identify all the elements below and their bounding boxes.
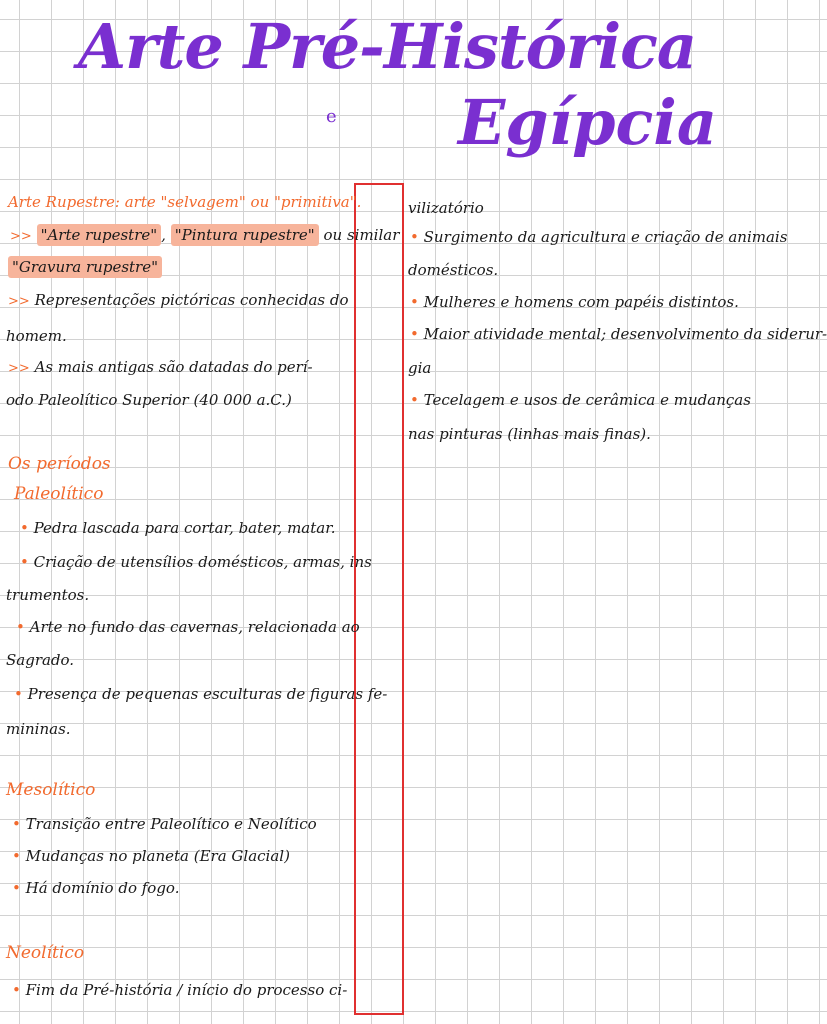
highlight-term-arte-rupestre: "Arte rupestre" <box>37 224 162 246</box>
red-margin-box <box>354 183 404 1015</box>
representations-text-1: Representações pictóricas conhecidas do <box>34 291 349 309</box>
continuation-text: vilizatório <box>408 199 484 217</box>
title-conjunction: e <box>326 106 337 127</box>
list-item-continuation: mininas. <box>6 720 71 738</box>
list-item <box>410 292 739 312</box>
intro-text: Arte Rupestre: arte "selvagem" ou "primitiva". <box>8 193 362 211</box>
representations-text-2: homem. <box>6 327 67 345</box>
highlight-term-pintura-rupestre: "Pintura rupestre" <box>171 224 319 246</box>
list-item-continuation: Sagrado. <box>6 651 75 669</box>
bullet-icon: • <box>12 847 21 865</box>
or-similar-text: ou similar <box>323 226 400 244</box>
bullet-icon: • <box>16 618 25 636</box>
intro-line <box>8 192 361 212</box>
list-item <box>16 617 360 637</box>
arrow-marker: >> <box>10 229 32 244</box>
page-subtitle: Egípcia <box>458 86 717 159</box>
list-item-text: Há domínio do fogo. <box>25 879 180 897</box>
list-item-text: Presença de pequenas esculturas de figuras fe- <box>27 685 388 703</box>
periods-heading: Os períodos <box>8 454 111 474</box>
terms-line-1 <box>10 225 399 247</box>
separator: , <box>161 226 166 244</box>
ancient-line-1 <box>8 357 313 379</box>
representations-line-2 <box>6 326 67 346</box>
bullet-icon: • <box>14 685 23 703</box>
ancient-text-2: odo Paleolítico Superior (40 000 a.C.) <box>6 391 292 409</box>
list-item <box>12 980 347 1000</box>
list-item-text: Mulheres e homens com papéis distintos. <box>423 293 739 311</box>
representations-line-1 <box>8 290 349 312</box>
arrow-marker: >> <box>8 294 30 309</box>
ancient-line-2 <box>6 390 292 410</box>
mesolitico-heading: Mesolítico <box>6 780 96 800</box>
list-item-text: Criação de utensílios domésticos, armas, ins <box>33 553 372 571</box>
page-title: Arte Pré-Histórica <box>78 10 697 83</box>
list-item <box>410 227 787 247</box>
list-item-text: Surgimento da agricultura e criação de animais <box>423 228 788 246</box>
list-item <box>20 552 372 572</box>
bullet-icon: • <box>20 553 29 571</box>
bullet-icon: • <box>410 228 419 246</box>
bullet-icon: • <box>410 391 419 409</box>
neolitico-heading: Neolítico <box>6 943 85 963</box>
bullet-icon: • <box>410 293 419 311</box>
list-item-text: Tecelagem e usos de cerâmica e mudanças <box>423 391 751 409</box>
list-item <box>14 684 387 704</box>
list-item <box>410 324 827 344</box>
list-item <box>20 518 336 538</box>
list-item-text: Mudanças no planeta (Era Glacial) <box>25 847 290 865</box>
list-item <box>12 846 290 866</box>
bullet-icon: • <box>12 815 21 833</box>
highlight-term-gravura-rupestre: "Gravura rupestre" <box>8 256 162 278</box>
list-item-text: Arte no fundo das cavernas, relacionada ao <box>29 618 360 636</box>
list-item <box>12 814 317 834</box>
terms-line-2 <box>8 257 162 277</box>
paleolitico-heading: Paleolítico <box>14 484 104 504</box>
list-item-continuation: domésticos. <box>408 261 499 279</box>
bullet-icon: • <box>410 325 419 343</box>
list-item-continuation: gia <box>408 359 432 377</box>
arrow-marker: >> <box>8 361 30 376</box>
bullet-icon: • <box>20 519 29 537</box>
list-item-text: Fim da Pré-história / início do processo ci- <box>25 981 348 999</box>
bullet-icon: • <box>12 879 21 897</box>
list-item <box>12 878 179 898</box>
list-item-continuation: nas pinturas (linhas mais finas). <box>408 425 651 443</box>
list-item-text: Transição entre Paleolítico e Neolítico <box>25 815 317 833</box>
bullet-icon: • <box>12 981 21 999</box>
list-item-continuation: trumentos. <box>6 586 90 604</box>
list-item-text: Maior atividade mental; desenvolvimento da siderur- <box>423 325 827 343</box>
ancient-text-1: As mais antigas são datadas do perí- <box>34 358 313 376</box>
list-item <box>410 390 751 410</box>
list-item-text: Pedra lascada para cortar, bater, matar. <box>33 519 336 537</box>
